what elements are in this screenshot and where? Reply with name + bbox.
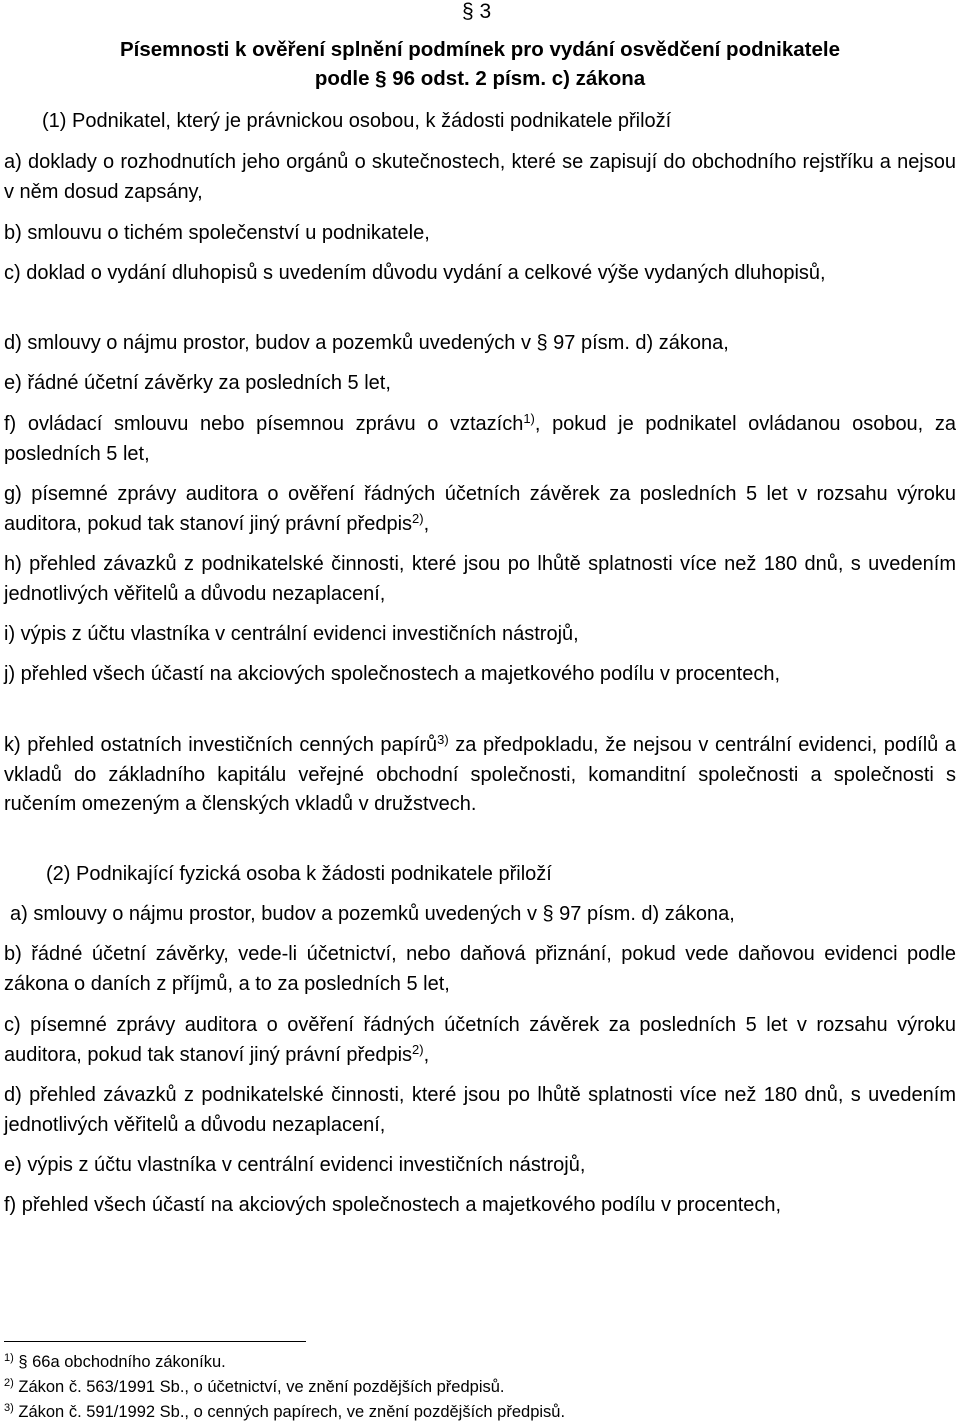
footnote-3 (4, 1402, 565, 1422)
footnote-2-mark: 2) (4, 1377, 14, 1389)
footnote-2-text: Zákon č. 563/1991 Sb., o účetnictví, ve znění pozdějších předpisů. (18, 1378, 505, 1396)
part1-item-f-text-end: , pokud je podnikatel ovládanou osobou, za posledních 5 let, (4, 413, 956, 465)
title-line-1: Písemnosti k ověření splnění podmínek pro vydání osvědčení podnikatele (120, 38, 840, 61)
footnote-3-text: Zákon č. 591/1992 Sb., o cenných papírech, ve znění pozdějších předpisů. (18, 1403, 566, 1421)
part1-item-c: c) doklad o vydání dluhopisů s uvedením důvodu vydání a celkové výše vydaných dluhopisů, (4, 262, 826, 284)
footnote-1-mark: 1) (4, 1352, 14, 1364)
part2-item-c-text-end: , (423, 1043, 430, 1066)
footnote-1 (4, 1352, 226, 1372)
part1-item-d: d) smlouvy o nájmu prostor, budov a pozemků uvedených v § 97 písm. d) zákona, (4, 332, 729, 354)
footnote-divider (4, 1341, 306, 1342)
part1-item-g (4, 480, 956, 539)
part2-item-b: b) řádné účetní závěrky, vede-li účetnictví, nebo daňová přiznání, pokud vede daňovou evidenci podle zákona o daních z příjmů, a to za posledních 5 let, (4, 943, 956, 995)
part1-item-f-text: f) ovládací smlouvu nebo písemnou zprávu o vztazích (4, 413, 524, 435)
part1-item-b: b) smlouvu o tichém společenství u podnikatele, (4, 222, 430, 244)
footnote-1-text: § 66a obchodního zákoníku. (18, 1353, 226, 1371)
footnote-3-mark: 3) (4, 1402, 14, 1414)
footnote-2 (4, 1377, 505, 1397)
part2-intro: (2) Podnikající fyzická osoba k žádosti podnikatele přiloží (46, 863, 552, 885)
part1-item-g-text: g) písemné zprávy auditora o ověření řádných účetních závěrek za posledních 5 let v rozsahu výroku auditora, pokud tak stanoví jiný právní předpis (4, 483, 956, 535)
part2-item-d: d) přehled závazků z podnikatelské činnosti, které jsou po lhůtě splatnosti více než 180 dnů, s uvedením jednotlivých věřitelů a důvodu nezaplacení, (4, 1084, 956, 1136)
part1-item-h: h) přehled závazků z podnikatelské činnosti, které jsou po lhůtě splatnosti více než 180 dnů, s uvedením jednotlivých věřitelů a důvodu nezaplacení, (4, 553, 956, 605)
part1-item-g-text-end: , (423, 512, 430, 535)
footnote-ref-3: 3) (437, 732, 449, 747)
part2-item-e: e) výpis z účtu vlastníka v centrální evidenci investičních nástrojů, (4, 1154, 586, 1176)
footnote-ref-2b: 2) (412, 1041, 424, 1057)
part1-item-j: j) přehled všech účastí na akciových společnostech a majetkového podílu v procentech, (4, 663, 780, 685)
footnote-ref-2: 2) (412, 510, 424, 526)
part2-item-c-text: c) písemné zprávy auditora o ověření řádných účetních závěrek za posledních 5 let v rozsahu výroku auditora, pokud tak stanoví jiný právní předpis (4, 1014, 956, 1066)
part1-item-k (4, 731, 956, 820)
part1-intro: (1) Podnikatel, který je právnickou osobou, k žádosti podnikatele přiloží (42, 110, 672, 132)
part2-item-f: f) přehled všech účastí na akciových společnostech a majetkového podílu v procentech, (4, 1194, 782, 1216)
part1-item-k-text-end: za předpokladu, že nejsou v centrální evidenci, podílů a vkladů do základního kapitálu veřejné obchodní společnosti, komanditní společnosti a společnosti s ručením omezeným a členských vkladů v družstvech. (4, 734, 956, 815)
part2-item-c (4, 1011, 956, 1070)
footnote-ref-1: 1) (523, 411, 535, 426)
part1-item-i: i) výpis z účtu vlastníka v centrální evidenci investičních nástrojů, (4, 623, 579, 645)
section-title (40, 35, 920, 93)
section-number: § 3 (462, 0, 492, 23)
part1-item-f (4, 410, 956, 469)
part1-item-e: e) řádné účetní závěrky za posledních 5 let, (4, 372, 391, 394)
part1-item-k-text: k) přehled ostatních investičních cenných papírů (4, 734, 438, 756)
part2-item-a: a) smlouvy o nájmu prostor, budov a pozemků uvedených v § 97 písm. d) zákona, (10, 903, 735, 925)
title-line-2: podle § 96 odst. 2 písm. c) zákona (314, 67, 646, 90)
part1-item-a: a) doklady o rozhodnutích jeho orgánů o skutečnostech, které se zapisují do obchodního rejstříku a nejsou v něm dosud zapsány, (4, 151, 956, 203)
